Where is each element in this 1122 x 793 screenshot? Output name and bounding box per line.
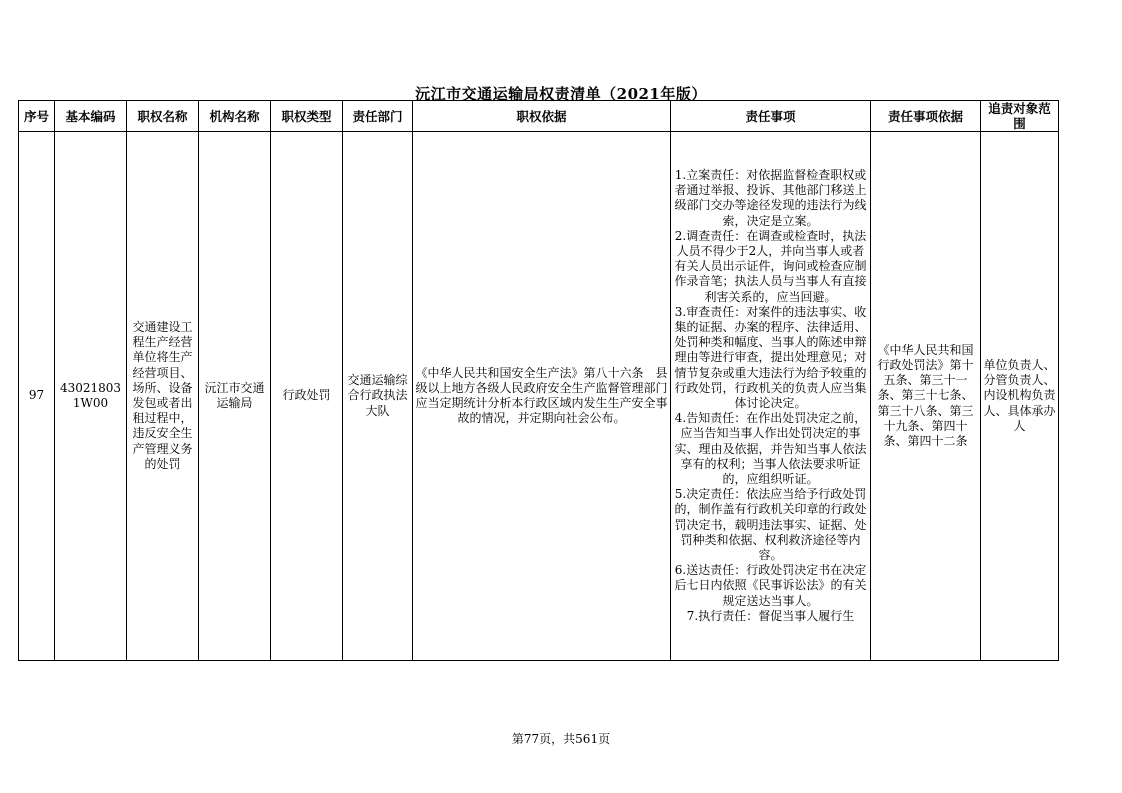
header-power-name: 职权名称: [127, 101, 199, 132]
cell-duty-basis: 《中华人民共和国行政处罚法》第十五条、第三十一条、第三十七条、第三十八条、第三十九条、第四十条、第四十二条: [871, 132, 981, 661]
duty-decision: 5.决定责任：依法应当给予行政处罚的，制作盖有行政机关印章的行政处罚决定书，载明违法事实、证据、处罚种类和依据、权利救济途径等内容。: [674, 487, 867, 563]
cell-org-name: 沅江市交通运输局: [199, 132, 271, 661]
header-row: [19, 101, 1059, 132]
header-power-type: 职权类型: [271, 101, 343, 132]
document-title: 沅江市交通运输局权责清单（2021年版）: [415, 85, 707, 103]
cell-power-type: 行政处罚: [271, 132, 343, 661]
responsibility-table: [18, 100, 1059, 661]
header-scope: 追责对象范围: [981, 101, 1059, 132]
duty-filing: 1.立案责任：对依据监督检查职权或者通过举报、投诉、其他部门移送上级部门交办等途径发现的违法行为线索，决定是立案。: [674, 167, 867, 228]
cell-duties: [671, 132, 871, 661]
cell-seq: 97: [19, 132, 55, 661]
duty-review: 3.审查责任：对案件的违法事实、收集的证据、办案的程序、法律适用、处罚种类和幅度、当事人的陈述申辩理由等进行审查，提出处理意见；对情节复杂或重大违法行为给予较重的行政处罚，行政机关的负责人应当集体讨论决定。: [674, 304, 867, 410]
cell-dept: 交通运输综合行政执法大队: [343, 132, 413, 661]
header-duties: 责任事项: [671, 101, 871, 132]
header-duty-basis: 责任事项依据: [871, 101, 981, 132]
header-dept: 责任部门: [343, 101, 413, 132]
table-row: [19, 132, 1059, 661]
duty-investigation: 2.调查责任：在调查或检查时，执法人员不得少于2人，并向当事人或者有关人员出示证件，询问或检查应制作录音笔；执法人员与当事人有直接利害关系的，应当回避。: [674, 228, 867, 304]
duty-notification: 4.告知责任：在作出处罚决定之前，应当告知当事人作出处罚决定的事实、理由及依据，并告知当事人依法享有的权利；当事人依法要求听证的，应组织听证。: [674, 411, 867, 487]
header-basis: 职权依据: [413, 101, 671, 132]
cell-basis: 《中华人民共和国安全生产法》第八十六条 县级以上地方各级人民政府安全生产监督管理部门应当定期统计分析本行政区域内发生生产安全事故的情况，并定期向社会公布。: [413, 132, 671, 661]
header-code: 基本编码: [55, 101, 127, 132]
cell-code: 430218031W00: [55, 132, 127, 661]
duty-enforcement: 7.执行责任：督促当事人履行生: [686, 608, 855, 623]
header-seq: 序号: [19, 101, 55, 132]
cell-power-name: 交通建设工程生产经营单位将生产经营项目、场所、设备发包或者出租过程中，违反安全生产管理义务的处罚: [127, 132, 199, 661]
cell-scope: 单位负责人、分管负责人、内设机构负责人、具体承办人: [981, 132, 1059, 661]
header-org-name: 机构名称: [199, 101, 271, 132]
page-number: 第77页，共561页: [511, 732, 611, 746]
duty-delivery: 6.送达责任：行政处罚决定书在决定后七日内依照《民事诉讼法》的有关规定送达当事人。: [674, 563, 867, 608]
